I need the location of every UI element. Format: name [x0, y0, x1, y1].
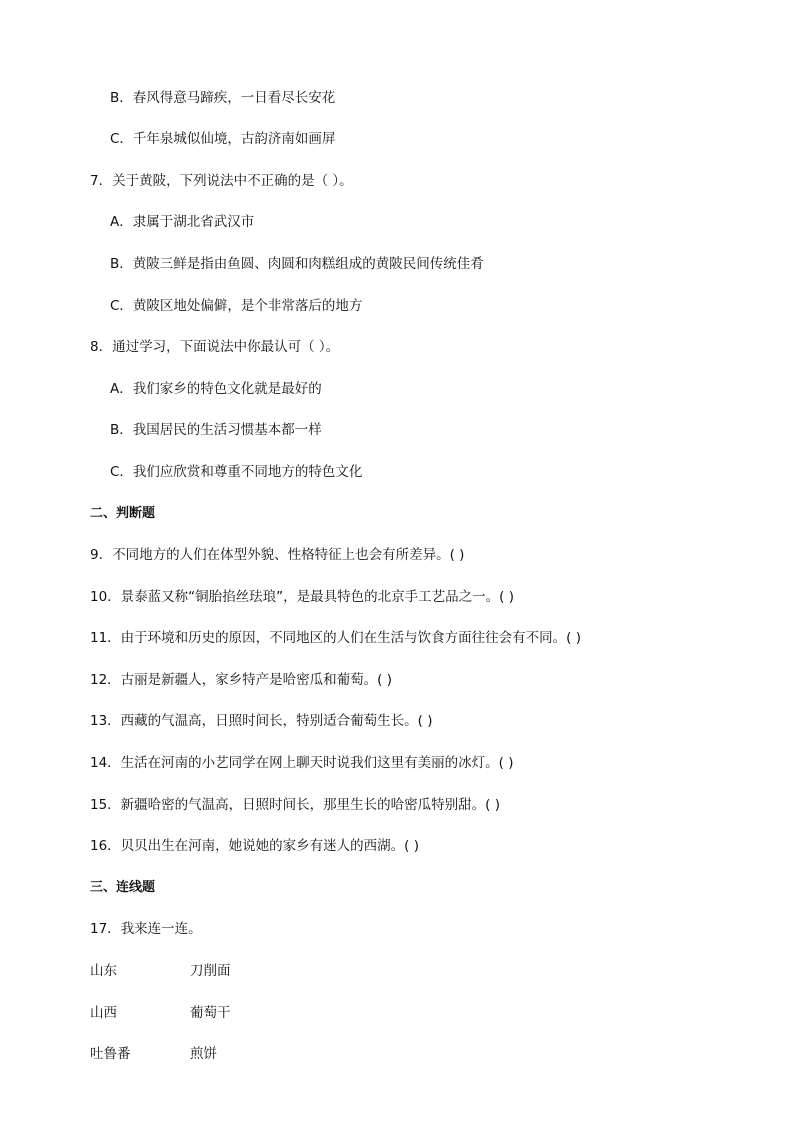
q8-stem: 8．通过学习，下面说法中你最认可（ ）。 [90, 339, 340, 355]
q8-option-a: A．我们家乡的特色文化就是最好的 [110, 381, 322, 397]
question-9: 9．不同地方的人们在体型外貌、性格特征上也会有所差异。( ) [90, 547, 465, 563]
q6-option-c: C．千年泉城似仙境，古韵济南如画屏 [110, 131, 336, 147]
q8-option-c: C．我们应欣赏和尊重不同地方的特色文化 [110, 464, 363, 480]
match-right-item: 煎饼 [190, 1046, 217, 1062]
question-10: 10．景泰蓝又称“铜胎掐丝珐琅”，是最具特色的北京手工艺品之一。( ) [90, 589, 514, 605]
q7-option-c: C．黄陂区地处偏僻，是个非常落后的地方 [110, 298, 363, 314]
match-left-item: 山西 [90, 1005, 117, 1021]
question-14: 14．生活在河南的小艺同学在网上聊天时说我们这里有美丽的冰灯。( ) [90, 755, 514, 771]
question-16: 16．贝贝出生在河南，她说她的家乡有迷人的西湖。( ) [90, 838, 420, 854]
match-left-item: 山东 [90, 963, 117, 979]
section-heading-matching: 三、连线题 [90, 880, 156, 895]
section-heading-judgment: 二、判断题 [90, 506, 156, 521]
q6-option-b: B．春风得意马蹄疾，一日看尽长安花 [110, 90, 336, 106]
q7-option-a: A．隶属于湖北省武汉市 [110, 214, 255, 230]
question-11: 11．由于环境和历史的原因，不同地区的人们在生活与饮食方面往往会有不同。( ) [90, 630, 582, 646]
q7-stem: 7．关于黄陂，下列说法中不正确的是（ ）。 [90, 173, 353, 189]
q8-option-b: B．我国居民的生活习惯基本都一样 [110, 422, 322, 438]
q17-stem: 17．我来连一连。 [90, 921, 202, 937]
match-left-item: 吐鲁番 [90, 1046, 131, 1062]
question-13: 13．西藏的气温高，日照时间长，特别适合葡萄生长。( ) [90, 713, 433, 729]
question-12: 12．古丽是新疆人，家乡特产是哈密瓜和葡萄。( ) [90, 672, 393, 688]
q7-option-b: B．黄陂三鲜是指由鱼圆、肉圆和肉糕组成的黄陂民间传统佳肴 [110, 256, 484, 272]
question-15: 15．新疆哈密的气温高，日照时间长，那里生长的哈密瓜特别甜。( ) [90, 797, 501, 813]
match-right-item: 刀削面 [190, 963, 231, 979]
match-right-item: 葡萄干 [190, 1005, 231, 1021]
